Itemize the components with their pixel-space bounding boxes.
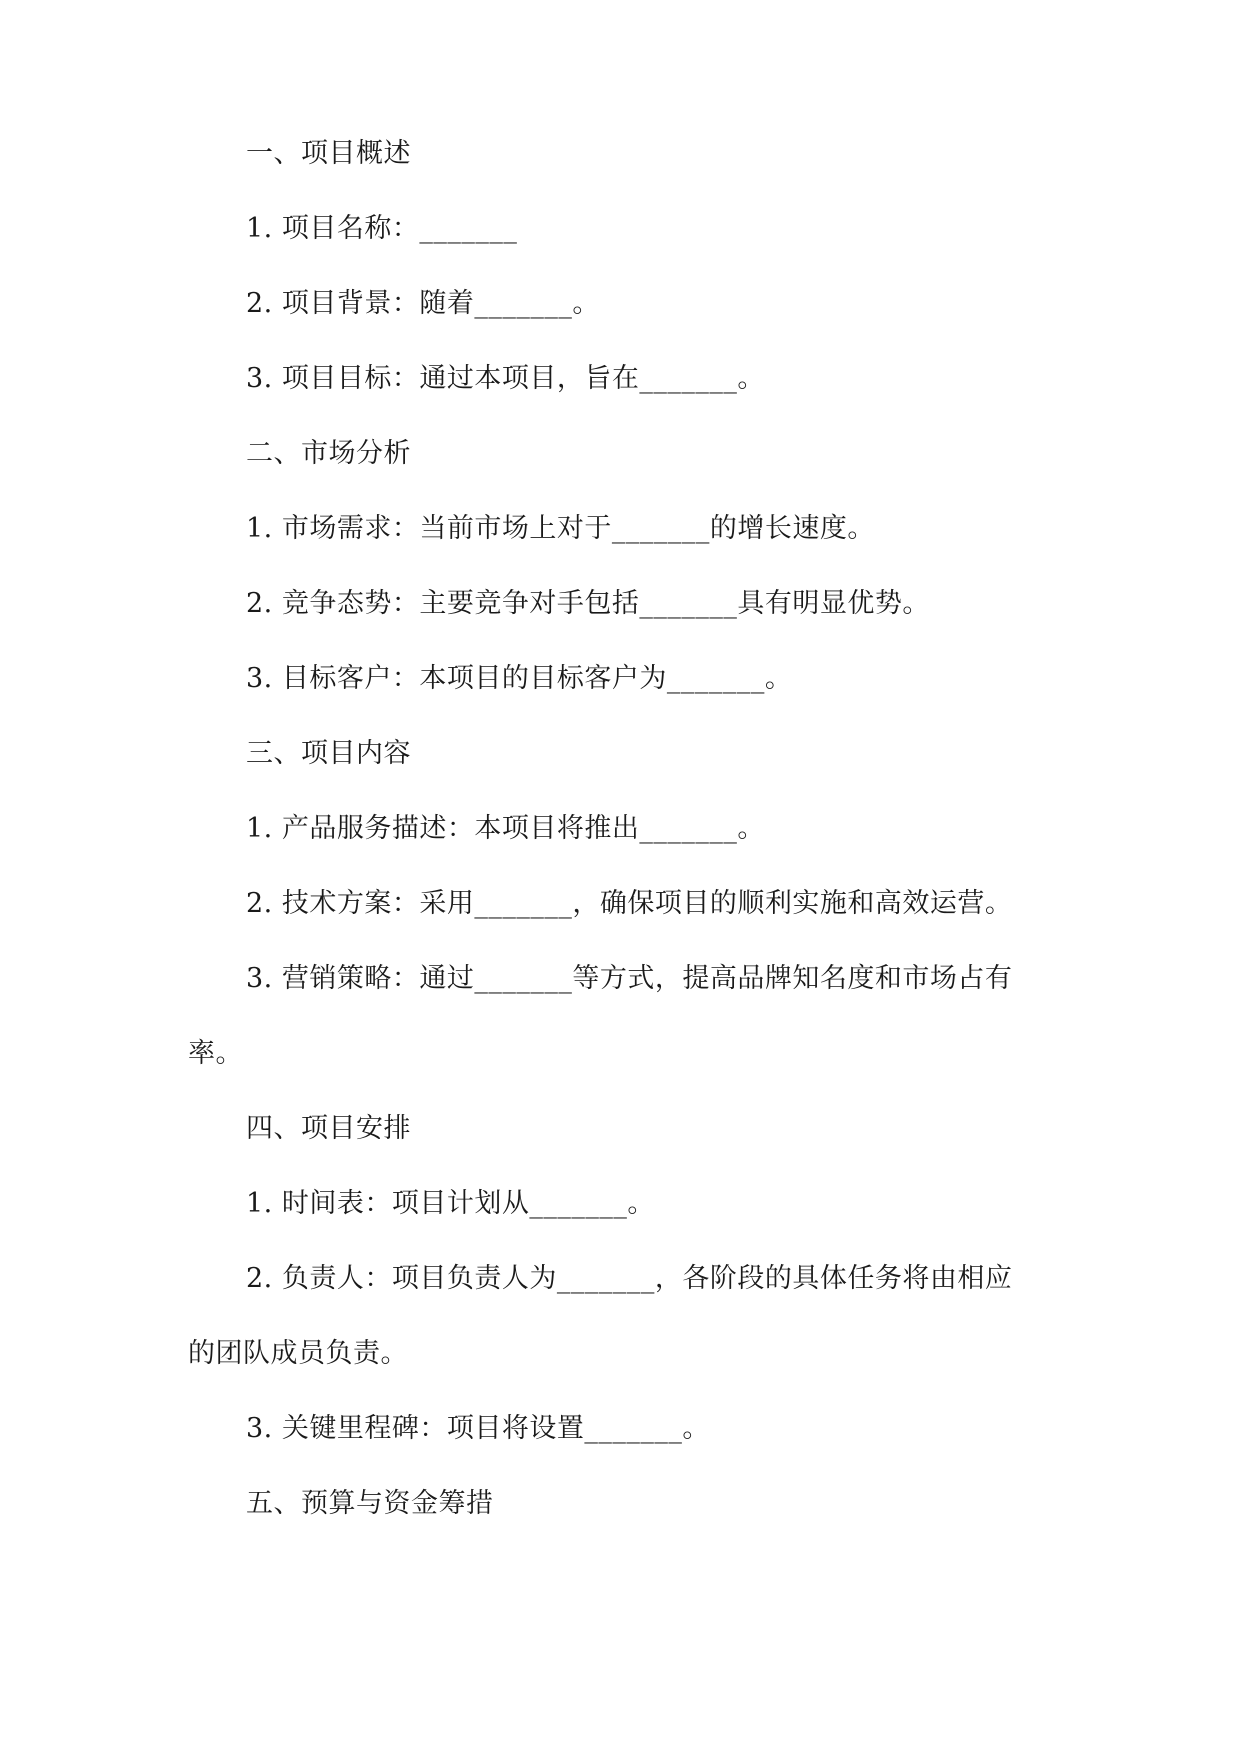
section-heading-project-content: 三、项目内容 bbox=[246, 738, 411, 769]
list-item-project-name: 1. 项目名称：_______ bbox=[246, 213, 518, 244]
section-heading-project-schedule: 四、项目安排 bbox=[246, 1113, 411, 1144]
list-item-technical-plan: 2. 技术方案：采用_______，确保项目的顺利实施和高效运营。 bbox=[246, 888, 1013, 919]
list-item-target-customers: 3. 目标客户：本项目的目标客户为_______。 bbox=[246, 663, 793, 694]
list-item-milestones: 3. 关键里程碑：项目将设置_______。 bbox=[246, 1413, 710, 1444]
list-item-competition: 2. 竞争态势：主要竞争对手包括_______具有明显优势。 bbox=[246, 588, 930, 619]
list-item-project-goal: 3. 项目目标：通过本项目，旨在_______。 bbox=[246, 363, 765, 394]
section-heading-overview: 一、项目概述 bbox=[246, 138, 411, 169]
list-item-timeline: 1. 时间表：项目计划从_______。 bbox=[246, 1188, 655, 1219]
list-item-responsible-person-continued: 的团队成员负责。 bbox=[188, 1338, 408, 1369]
section-heading-budget-funding: 五、预算与资金筹措 bbox=[246, 1488, 494, 1519]
list-item-responsible-person: 2. 负责人：项目负责人为_______，各阶段的具体任务将由相应 bbox=[246, 1263, 1013, 1294]
list-item-marketing-strategy: 3. 营销策略：通过_______等方式，提高品牌知名度和市场占有 bbox=[246, 963, 1013, 994]
list-item-project-background: 2. 项目背景：随着_______。 bbox=[246, 288, 600, 319]
section-heading-market-analysis: 二、市场分析 bbox=[246, 438, 411, 469]
list-item-product-service: 1. 产品服务描述：本项目将推出_______。 bbox=[246, 813, 765, 844]
list-item-marketing-strategy-continued: 率。 bbox=[188, 1038, 243, 1069]
list-item-market-demand: 1. 市场需求：当前市场上对于_______的增长速度。 bbox=[246, 513, 875, 544]
